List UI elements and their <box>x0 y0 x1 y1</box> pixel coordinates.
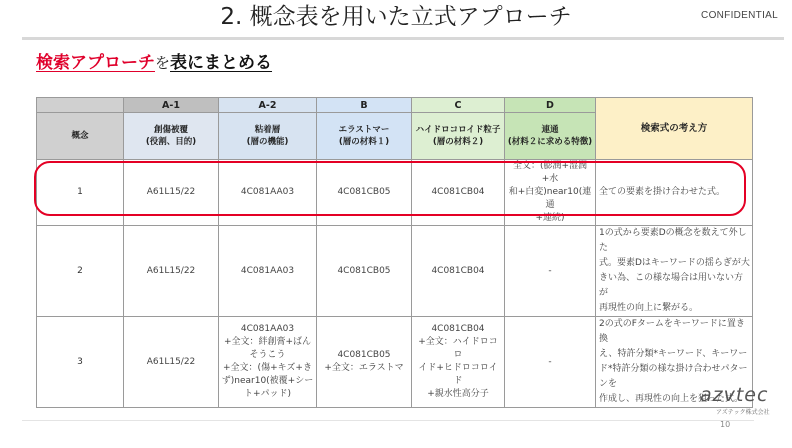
cell-b: 4C081CB05 <box>317 226 412 317</box>
subtitle-action: 表にまとめる <box>170 53 273 73</box>
row-number: 2 <box>37 226 124 317</box>
group-header-a2: A-2 <box>219 98 317 113</box>
header-b: エラストマー (層の材料１) <box>317 113 412 160</box>
group-header-blank <box>37 98 124 113</box>
cell-c: 4C081CB04 <box>412 226 505 317</box>
header-concept: 概念 <box>37 113 124 160</box>
group-header-b: B <box>317 98 412 113</box>
table-row <box>37 226 753 317</box>
row-number: 1 <box>37 160 124 226</box>
header-c: ハイドロコロイド粒子 (層の材料２) <box>412 113 505 160</box>
row-highlight-outline <box>34 161 746 216</box>
group-header-d: D <box>505 98 596 113</box>
title-divider <box>22 37 784 40</box>
cell-c: 4C081CB04 +全文：ハイドロコロ イド+ヒドロコロイド +親水性高分子 <box>412 317 505 408</box>
slide-title: 2. 概念表を用いた立式アプローチ <box>220 4 572 30</box>
cell-b: 4C081CB05 +全文：エラストマ <box>317 317 412 408</box>
cell-a2: 4C081AA03 +全文：絆創膏+ばん そうこう +全文：(傷+キズ+き ず)near10(被覆+シー ト+パッド) <box>219 317 317 408</box>
cell-a2: 4C081AA03 <box>219 226 317 317</box>
footer-divider <box>22 420 754 421</box>
subtitle-particle: を <box>155 54 171 72</box>
subtitle-keyword: 検索アプローチ <box>36 53 155 73</box>
cell-d: - <box>505 317 596 408</box>
cell-d: - <box>505 226 596 317</box>
row-number: 3 <box>37 317 124 408</box>
cell-a1: A61L15/22 <box>124 226 219 317</box>
company-name: アズテック株式会社 <box>716 409 770 416</box>
cell-a2: 4C081AA03 <box>219 160 317 226</box>
cell-logic: 2の式のFタームをキーワードに置き換 え、特許分類*キーワード、キーワー ド*特許分類の様な掛け合わせパターンを 作成し、再現性の向上を狙った式。 <box>596 317 753 408</box>
header-logic: 検索式の考え方 <box>596 98 753 160</box>
table-row <box>37 317 753 408</box>
header-a1: 創傷被覆 (役割、目的) <box>124 113 219 160</box>
cell-a1: A61L15/22 <box>124 317 219 408</box>
cell-logic: 1の式から要素Dの概念を数えて外した 式。要素Dはキーワードの揺らぎが大 きい為、この様な場合は用いない方が 再現性の向上に繋がる。 <box>596 226 753 317</box>
cell-c: 4C081CB04 <box>412 160 505 226</box>
header-a2: 粘着層 (層の機能) <box>219 113 317 160</box>
company-logo: azvtec <box>700 384 769 406</box>
confidential-label: CONFIDENTIAL <box>701 10 778 21</box>
cell-d: 全文：(膨潤+湿潤+水 和+白変)near10(連通 +連続) <box>505 160 596 226</box>
page-number: 10 <box>720 420 731 429</box>
cell-a1: A61L15/22 <box>124 160 219 226</box>
header-d: 連通 (材料２に求める特徴) <box>505 113 596 160</box>
group-header-a1: A-1 <box>124 98 219 113</box>
group-header-c: C <box>412 98 505 113</box>
group-header-row <box>37 98 753 113</box>
concept-table <box>36 97 753 408</box>
cell-logic: 全ての要素を掛け合わせた式。 <box>596 160 753 226</box>
slide-subtitle <box>36 52 272 74</box>
cell-b: 4C081CB05 <box>317 160 412 226</box>
